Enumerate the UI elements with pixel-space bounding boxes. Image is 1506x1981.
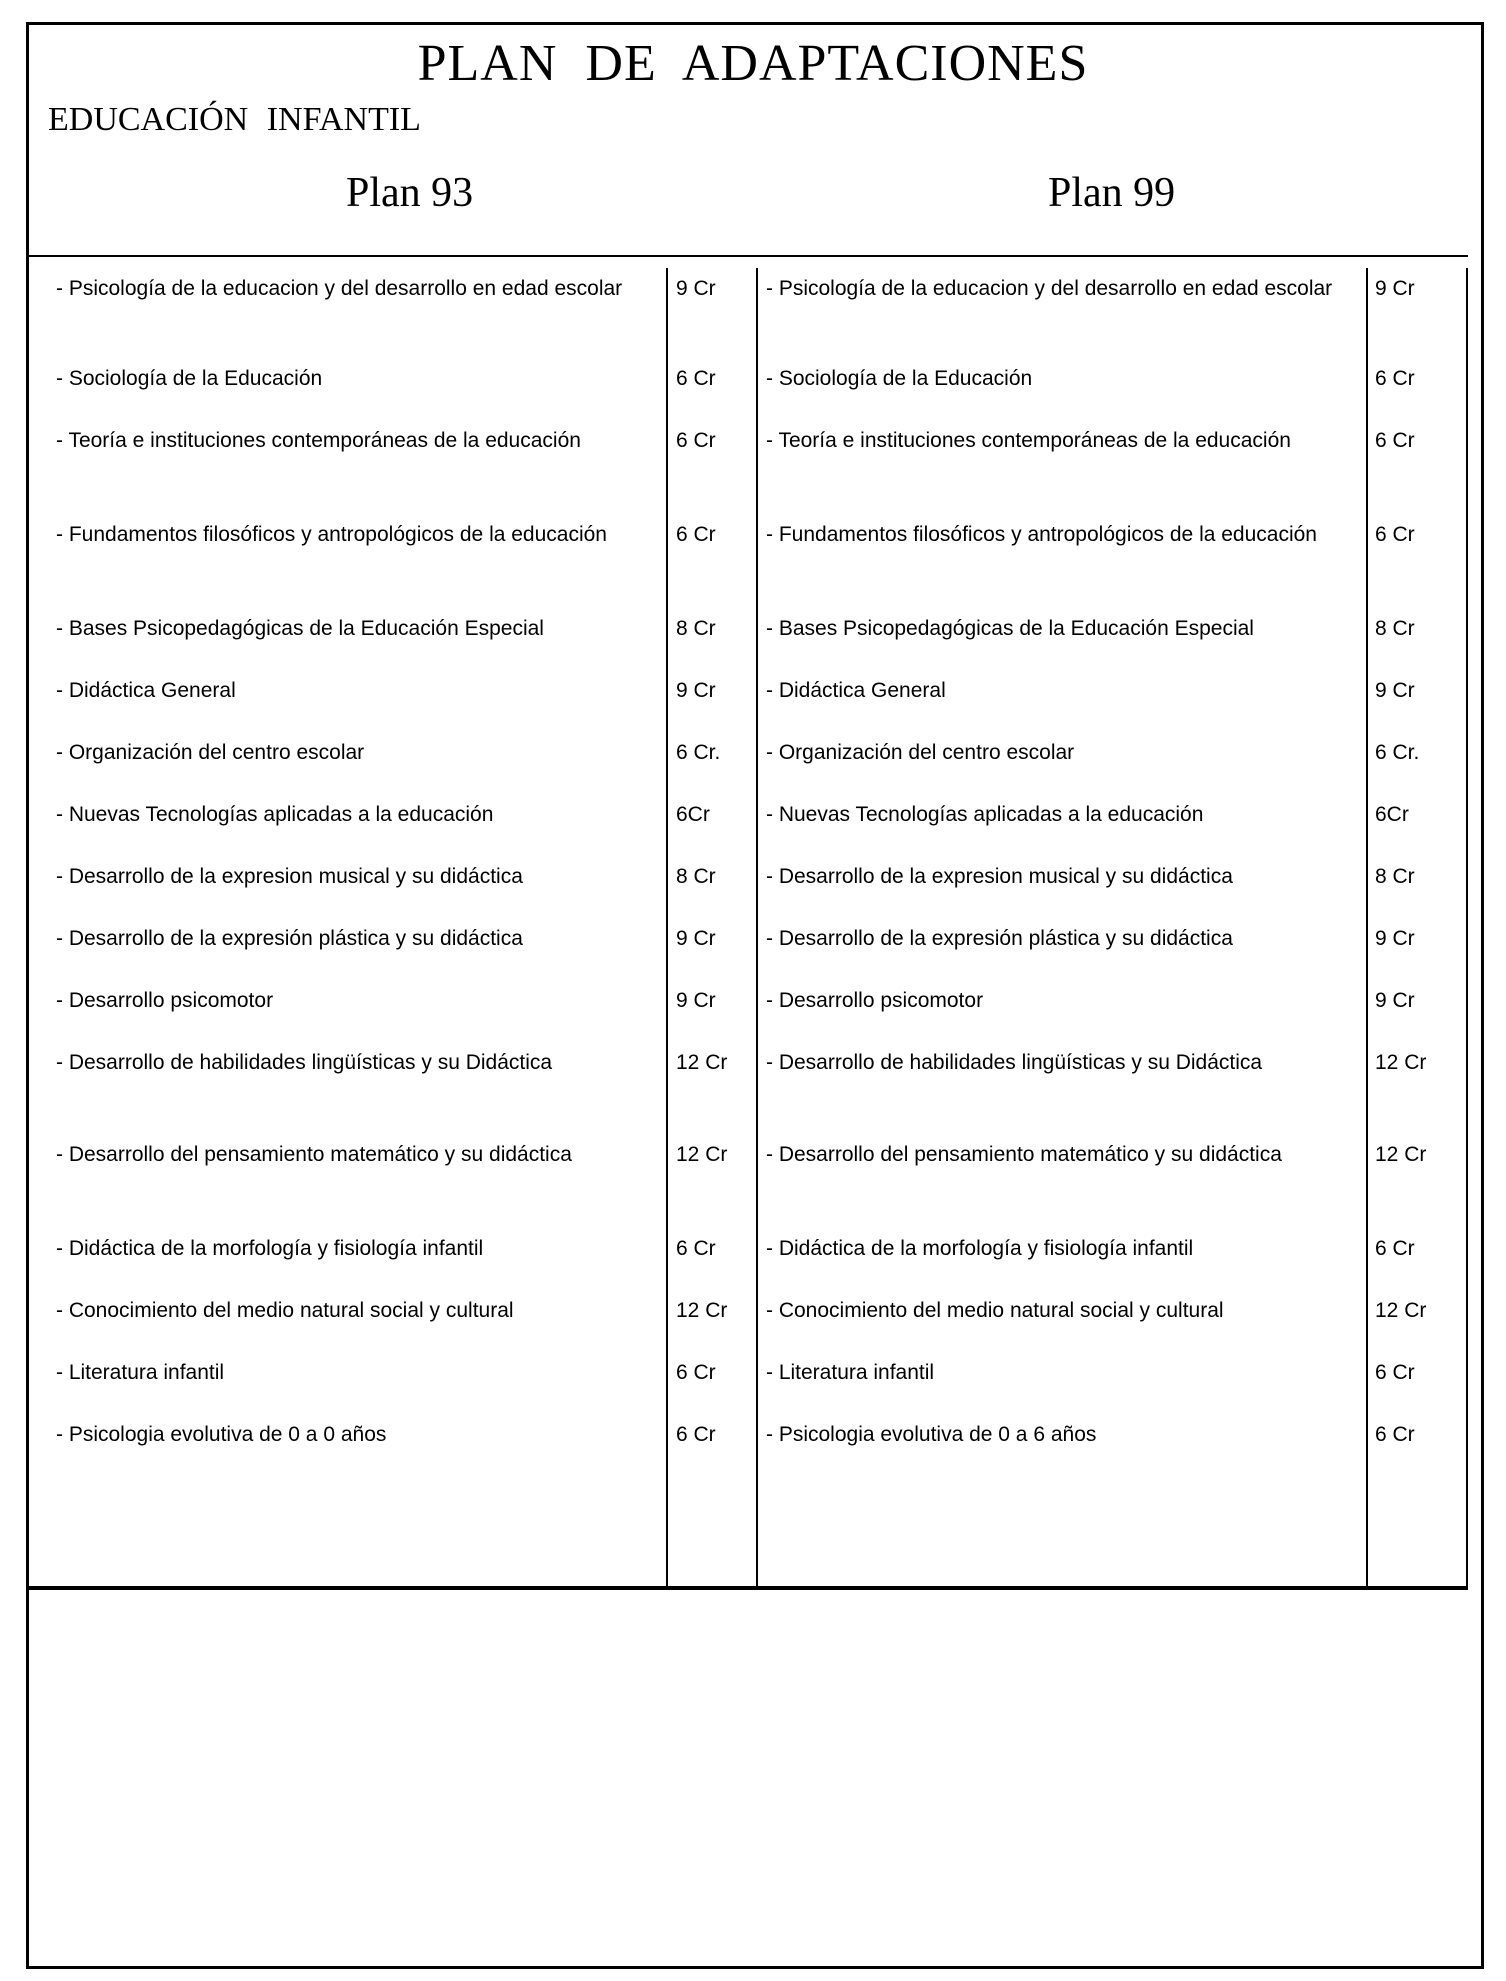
left-credits: 6 Cr xyxy=(676,523,716,546)
table-bottom-rule xyxy=(26,1588,1468,1590)
right-credits: 6 Cr xyxy=(1375,523,1415,546)
left-subject: - Desarrollo de habilidades lingüísticas y su Didáctica xyxy=(56,1051,553,1074)
left-credits: 6 Cr xyxy=(676,367,716,390)
left-subject: - Didáctica de la morfología y fisiología infantil xyxy=(56,1237,484,1260)
right-subject: - Organización del centro escolar xyxy=(766,741,1075,764)
right-subject: - Psicología de la educacion y del desarrollo en edad escolar xyxy=(766,277,1333,300)
right-subject: - Conocimiento del medio natural social y cultural xyxy=(766,1299,1224,1322)
left-credits: 9 Cr xyxy=(676,679,716,702)
right-credits: 9 Cr xyxy=(1375,277,1415,300)
right-subject: - Desarrollo de la expresion musical y su didáctica xyxy=(766,865,1233,888)
left-subject: - Desarrollo de la expresion musical y su didáctica xyxy=(56,865,523,888)
left-credits: 9 Cr xyxy=(676,989,716,1012)
right-credits: 8 Cr xyxy=(1375,617,1415,640)
right-credits: 12 Cr xyxy=(1375,1299,1427,1322)
right-subject: - Didáctica de la morfología y fisiología infantil xyxy=(766,1237,1194,1260)
right-credits: 6 Cr xyxy=(1375,429,1415,452)
right-subject: - Teoría e instituciones contemporáneas de la educación xyxy=(766,429,1291,452)
left-subject: - Conocimiento del medio natural social y cultural xyxy=(56,1299,514,1322)
right-credits: 9 Cr xyxy=(1375,679,1415,702)
right-subject: - Desarrollo del pensamiento matemático y su didáctica xyxy=(766,1143,1282,1166)
table-border-left xyxy=(26,268,28,1588)
left-subject: - Psicología de la educacion y del desarrollo en edad escolar xyxy=(56,277,623,300)
left-credits: 6 Cr xyxy=(676,429,716,452)
left-subject: - Didáctica General xyxy=(56,679,236,702)
left-subject: - Desarrollo del pensamiento matemático y su didáctica xyxy=(56,1143,572,1166)
left-subject: - Desarrollo psicomotor xyxy=(56,989,274,1012)
left-subject: - Psicologia evolutiva de 0 a 0 años xyxy=(56,1423,387,1446)
table-divider-credits-93 xyxy=(666,268,668,1588)
right-credits: 6 Cr. xyxy=(1375,741,1420,764)
right-subject: - Desarrollo de la expresión plástica y su didáctica xyxy=(766,927,1233,950)
plan-93-heading: Plan 93 xyxy=(346,170,474,216)
left-credits: 6 Cr xyxy=(676,1423,716,1446)
left-credits: 12 Cr xyxy=(676,1051,728,1074)
right-credits: 6 Cr xyxy=(1375,367,1415,390)
right-credits: 12 Cr xyxy=(1375,1051,1427,1074)
left-subject: - Teoría e instituciones contemporáneas de la educación xyxy=(56,429,581,452)
left-credits: 6 Cr xyxy=(676,1361,716,1384)
right-subject: - Nuevas Tecnologías aplicadas a la educación xyxy=(766,803,1204,826)
right-credits: 12 Cr xyxy=(1375,1143,1427,1166)
right-credits: 9 Cr xyxy=(1375,927,1415,950)
right-subject: - Psicologia evolutiva de 0 a 6 años xyxy=(766,1423,1097,1446)
left-credits: 12 Cr xyxy=(676,1299,728,1322)
left-credits: 9 Cr xyxy=(676,927,716,950)
left-credits: 6 Cr xyxy=(676,1237,716,1260)
left-subject: - Nuevas Tecnologías aplicadas a la educación xyxy=(56,803,494,826)
page-subtitle: EDUCACIÓN INFANTIL xyxy=(48,101,421,138)
right-credits: 6 Cr xyxy=(1375,1237,1415,1260)
left-credits: 8 Cr xyxy=(676,617,716,640)
right-credits: 9 Cr xyxy=(1375,989,1415,1012)
table-divider-plans xyxy=(756,268,758,1588)
right-credits: 6 Cr xyxy=(1375,1361,1415,1384)
left-subject: - Sociología de la Educación xyxy=(56,367,323,390)
right-subject: - Sociología de la Educación xyxy=(766,367,1033,390)
left-credits: 8 Cr xyxy=(676,865,716,888)
right-credits: 6 Cr xyxy=(1375,1423,1415,1446)
right-subject: - Desarrollo de habilidades lingüísticas y su Didáctica xyxy=(766,1051,1263,1074)
table-divider-credits-99 xyxy=(1366,268,1368,1588)
left-subject: - Bases Psicopedagógicas de la Educación Especial xyxy=(56,617,544,640)
right-subject: - Literatura infantil xyxy=(766,1361,935,1384)
right-subject: - Desarrollo psicomotor xyxy=(766,989,984,1012)
left-subject: - Literatura infantil xyxy=(56,1361,225,1384)
left-subject: - Organización del centro escolar xyxy=(56,741,365,764)
left-credits: 12 Cr xyxy=(676,1143,728,1166)
left-credits: 9 Cr xyxy=(676,277,716,300)
left-credits: 6 Cr. xyxy=(676,741,721,764)
left-subject: - Desarrollo de la expresión plástica y su didáctica xyxy=(56,927,523,950)
page-title: PLAN DE ADAPTACIONES xyxy=(417,35,1089,92)
header-divider xyxy=(26,255,1468,257)
left-credits: 6Cr xyxy=(676,803,710,826)
left-subject: - Fundamentos filosóficos y antropológicos de la educación xyxy=(56,523,607,546)
right-subject: - Bases Psicopedagógicas de la Educación Especial xyxy=(766,617,1254,640)
right-credits: 8 Cr xyxy=(1375,865,1415,888)
right-subject: - Didáctica General xyxy=(766,679,946,702)
plan-99-heading: Plan 99 xyxy=(1048,170,1176,216)
right-credits: 6Cr xyxy=(1375,803,1409,826)
right-subject: - Fundamentos filosóficos y antropológicos de la educación xyxy=(766,523,1317,546)
